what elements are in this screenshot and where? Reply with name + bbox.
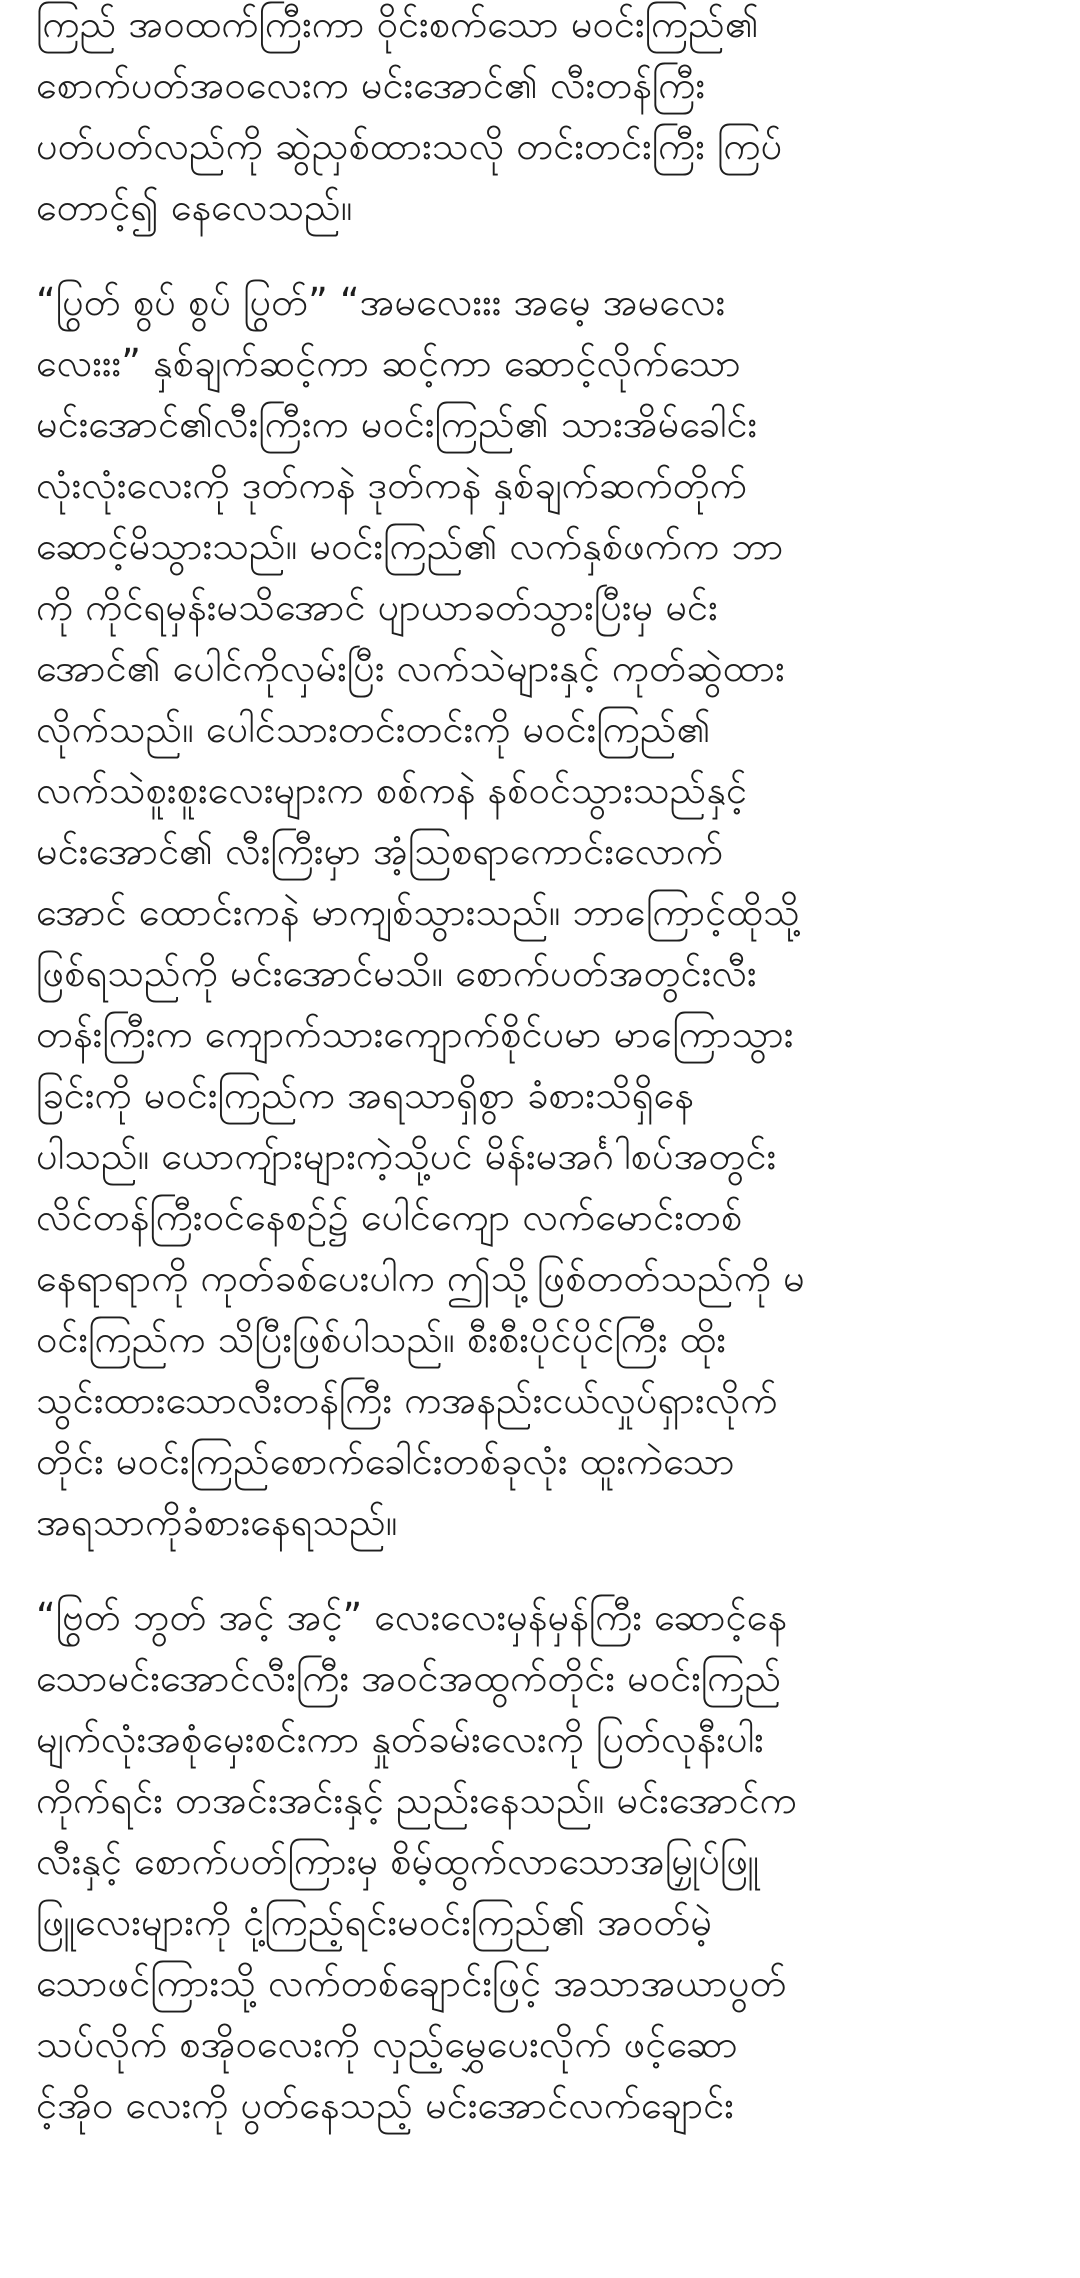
text-line: စောက်ပတ်အဝလေးက မင်းအောင်၏ လီးတန်ကြီး bbox=[36, 63, 706, 107]
text-line: လိင်တန်ကြီးဝင်နေစဉ်၌ ပေါင်ကျော လက်မောင်းတစ် bbox=[36, 1195, 743, 1239]
text-line: အရသာကိုခံစားနေရသည်။ bbox=[36, 1500, 398, 1544]
text-line: မင်းအောင်၏ လီးကြီးမှာ အံ့သြစရာကောင်းလောက် bbox=[36, 829, 724, 873]
text-line: “ဗြွတ် ဘွတ် အင့် အင့်” လေးလေးမှန်မှန်ကြီး ဆောင့်နေ bbox=[36, 1595, 788, 1639]
text-line: မျက်လုံးအစုံမှေးစင်းကာ နှုတ်ခမ်းလေးကို ပြတ်လုနီးပါး bbox=[36, 1717, 764, 1761]
text-line: တောင့်၍ နေလေသည်။ bbox=[36, 185, 353, 229]
text-line: အောင် ထောင်းကနဲ မာကျစ်သွားသည်။ ဘာကြောင့်ထိုသို့ bbox=[36, 890, 800, 934]
story-paragraph bbox=[36, 1587, 1044, 2136]
text-line: လိုက်သည်။ ပေါင်သားတင်းတင်းကို မဝင်းကြည်၏ bbox=[36, 707, 711, 751]
text-line: ပါသည်။ ယောကျ်ားများကဲ့သို့ပင် မိန်းမအင်္ဂါစပ်အတွင်း bbox=[36, 1134, 777, 1178]
text-line: ဝင်းကြည်က သိပြီးဖြစ်ပါသည်။ စီးစီးပိုင်ပိုင်ကြီး ထိုး bbox=[36, 1317, 727, 1361]
text-line: သပ်လိုက် စအိုဝလေးကို လှည့်မွှေပေးလိုက် ဖင့်ဆော bbox=[36, 2022, 738, 2066]
text-line: လေးးး” နှစ်ချက်ဆင့်ကာ ဆင့်ကာ ဆောင့်လိုက်သော bbox=[36, 341, 741, 385]
text-line: တန်းကြီးက ကျောက်သားကျောက်စိုင်ပမာ မာကြောသွား bbox=[36, 1012, 794, 1056]
text-line: ပတ်ပတ်လည်ကို ဆွဲညှစ်ထားသလို တင်းတင်းကြီး ကြပ် bbox=[36, 124, 783, 168]
text-line: င့်အိုဝ လေးကို ပွတ်နေသည့် မင်းအောင်လက်ချောင်း bbox=[36, 2083, 734, 2127]
text-line: နေရာရာကို ကုတ်ခစ်ပေးပါက ဤသို့ဖြစ်တတ်သည်ကို မ bbox=[36, 1256, 805, 1300]
text-line: ကြည် အဝထက်ကြီးကာ ဝိုင်းစက်သော မဝင်းကြည်၏ bbox=[36, 2, 759, 46]
text-line: ခြင်းကို မဝင်းကြည်က အရသာရှိစွာ ခံစားသိရှိနေ bbox=[36, 1073, 694, 1117]
text-line: လီးနှင့် စောက်ပတ်ကြားမှ စိမ့်ထွက်လာသောအမြှုပ်ဖြူ bbox=[36, 1839, 760, 1883]
text-line: ကိုက်ရင်း တအင်းအင်းနှင့် ညည်းနေသည်။ မင်းအောင်က bbox=[36, 1778, 797, 1822]
text-line: “ပြွတ် စွပ် စွပ် ပြွတ်” “အမလေးးး အမေ့ အမလေး bbox=[36, 280, 726, 324]
story-paragraph bbox=[36, 272, 1044, 1553]
text-line: သွင်းထားသောလီးတန်ကြီး ကအနည်းငယ်လှုပ်ရှားလိုက် bbox=[36, 1378, 778, 1422]
text-line: ဆောင့်မိသွားသည်။ မဝင်းကြည်၏ လက်နှစ်ဖက်က ဘာ bbox=[36, 524, 784, 568]
text-line: လုံးလုံးလေးကို ဒုတ်ကနဲ ဒုတ်ကနဲ နှစ်ချက်ဆက်တိုက် bbox=[36, 463, 747, 507]
text-line: လက်သဲစူးစူးလေးများက စစ်ကနဲ နစ်ဝင်သွားသည်နှင့် bbox=[36, 768, 748, 812]
text-line: သောဖင်ကြားသို့ လက်တစ်ချောင်းဖြင့် အသာအယာပွတ် bbox=[36, 1961, 787, 2005]
text-line: သောမင်းအောင်လီးကြီး အဝင်အထွက်တိုင်း မဝင်းကြည် bbox=[36, 1656, 782, 1700]
text-line: ဖြစ်ရသည်ကို မင်းအောင်မသိ။ စောက်ပတ်အတွင်းလီး bbox=[36, 951, 757, 995]
text-line: တိုင်း မဝင်းကြည်စောက်ခေါင်းတစ်ခုလုံး ထူးကဲသော bbox=[36, 1439, 735, 1483]
text-line: ကို ကိုင်ရမှန်းမသိအောင် ပျာယာခတ်သွားပြီးမှ မင်း bbox=[36, 585, 718, 629]
story-paragraph bbox=[36, 0, 1044, 238]
text-line: မင်းအောင်၏လီးကြီးက မဝင်းကြည်၏ သားအိမ်ခေါင်း bbox=[36, 402, 758, 446]
text-line: အောင်၏ ပေါင်ကိုလှမ်းပြီး လက်သဲများနှင့် ကုတ်ဆွဲထား bbox=[36, 646, 785, 690]
text-line: ဖြူလေးများကို ငုံ့ကြည့်ရင်းမဝင်းကြည်၏ အဝတ်မဲ့ bbox=[36, 1900, 713, 1944]
